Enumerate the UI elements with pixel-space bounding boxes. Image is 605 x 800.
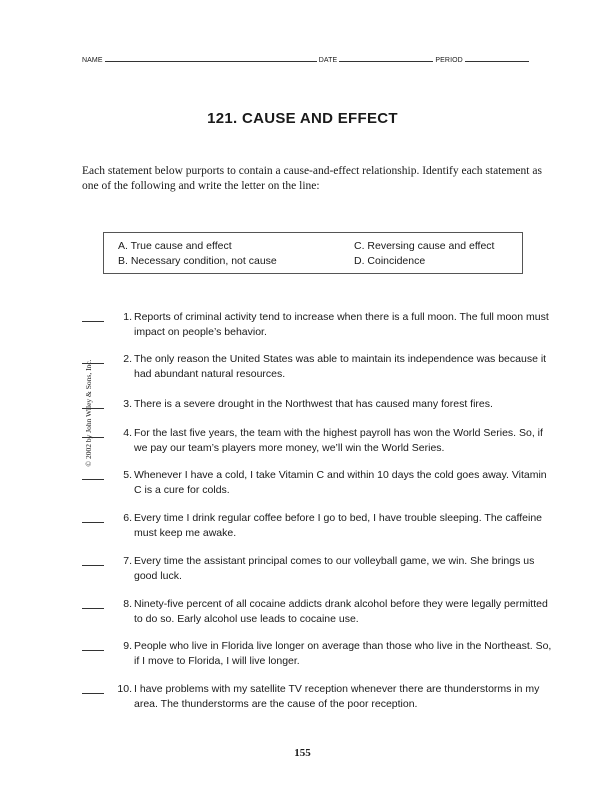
- period-label: PERIOD: [435, 57, 463, 64]
- answer-options-box: [103, 232, 523, 274]
- answer-blank[interactable]: [82, 437, 104, 438]
- question-text: Reports of criminal activity tend to increase when there is a full moon. The full moon must impact on people’s behavior.: [134, 311, 549, 338]
- question-number: 8.: [123, 598, 132, 610]
- page-title: 121. CAUSE AND EFFECT: [207, 110, 398, 127]
- question-text: For the last five years, the team with the highest payroll has won the World Series. So, if we pay our team’s players more money, we’ll win the World Series.: [134, 427, 543, 454]
- answer-blank[interactable]: [82, 693, 104, 694]
- question-text: Every time the assistant principal comes to our volleyball game, we win. She brings us good luck.: [134, 555, 535, 582]
- option-b: B. Necessary condition, not cause: [118, 255, 277, 267]
- answer-blank[interactable]: [82, 650, 104, 651]
- question-number: 5.: [123, 469, 132, 481]
- copyright-notice: © 2002 by John Wiley & Sons, Inc.: [84, 359, 93, 467]
- question-number: 1.: [123, 311, 132, 323]
- question-number: 9.: [123, 640, 132, 652]
- answer-blank[interactable]: [82, 321, 104, 322]
- student-info-header: [82, 54, 548, 64]
- question-text: Whenever I have a cold, I take Vitamin C and within 10 days the cold goes away. Vitamin C is a cure for colds.: [134, 469, 547, 496]
- option-a: A. True cause and effect: [118, 240, 232, 252]
- answer-blank[interactable]: [82, 565, 104, 566]
- question-number: 7.: [123, 555, 132, 567]
- answer-blank[interactable]: [82, 363, 104, 364]
- name-field[interactable]: [105, 54, 317, 62]
- option-d: D. Coincidence: [354, 255, 426, 267]
- answer-blank[interactable]: [82, 522, 104, 523]
- question-number: 10.: [117, 683, 132, 695]
- period-field[interactable]: [465, 54, 529, 62]
- date-field[interactable]: [339, 54, 433, 62]
- question-number: 2.: [123, 353, 132, 365]
- question-text: Every time I drink regular coffee before I go to bed, I have trouble sleeping. The caffeine must keep me awake.: [134, 512, 542, 539]
- answer-blank[interactable]: [82, 479, 104, 480]
- question-text: There is a severe drought in the Northwest that has caused many forest fires.: [134, 398, 493, 410]
- page-number: 155: [294, 747, 311, 759]
- question-text: I have problems with my satellite TV reception whenever there are thunderstorms in my area. The thunderstorms are the cause of the poor reception.: [134, 683, 540, 710]
- name-label: NAME: [82, 57, 103, 64]
- answer-blank[interactable]: [82, 608, 104, 609]
- date-label: DATE: [318, 57, 338, 64]
- option-c: C. Reversing cause and effect: [354, 240, 495, 252]
- answer-blank[interactable]: [82, 408, 104, 409]
- question-text: People who live in Florida live longer on average than those who live in the Northeast. So, if I move to Florida, I will live longer.: [134, 640, 552, 667]
- question-number: 6.: [123, 512, 132, 524]
- question-number: 3.: [123, 398, 132, 410]
- question-text: Ninety-five percent of all cocaine addicts drank alcohol before they were legally permitted to do so. Early alcohol use leads to cocaine use.: [134, 598, 548, 625]
- question-number: 4.: [123, 427, 132, 439]
- instructions: Each statement below purports to contain a cause-and-effect relationship. Identify each statement as one of the following and write the letter on the line:: [82, 165, 542, 192]
- question-text: The only reason the United States was able to maintain its independence was because it had abundant natural resources.: [134, 353, 547, 380]
